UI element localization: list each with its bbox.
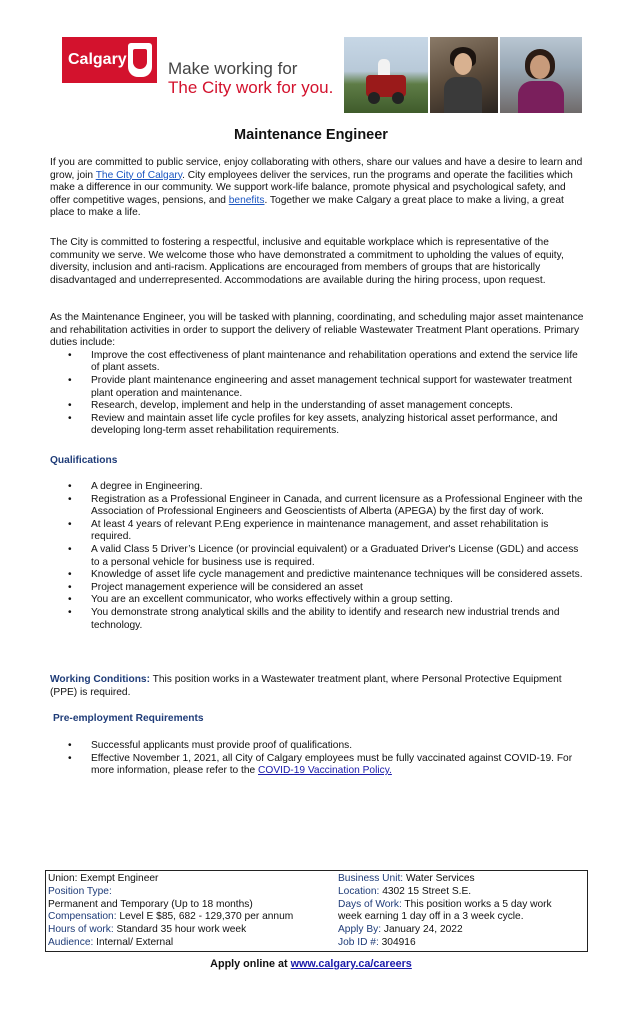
benefits-link[interactable]: benefits [228,194,265,206]
list-item: • Registration as a Professional Engineer in Canada, and current licensure as a Professional Engineer with the Association of Professional Engineers and Geoscientists of Alberta (APEGA) by the first day of work. [50,494,586,519]
crest-icon [128,43,152,77]
list-item: • Research, develop, implement and help in the understanding of asset management concepts. [50,400,586,413]
job-details-left [48,873,330,950]
transit-employee-photo [500,37,582,113]
days-of-work-continued: week earning 1 day off in a 3 week cycle. [338,911,524,923]
days-of-work-field: Days of Work: This position works a 5 day work [338,898,552,910]
position-type-value: Permanent and Temporary (Up to 18 months) [48,898,253,910]
pre-employment-heading: Pre-employment Requirements [53,713,204,724]
job-id-field: Job ID #: 304916 [338,936,416,948]
qualifications-section [50,481,586,632]
job-details-table [45,870,588,952]
page-title: Maintenance Engineer [234,127,388,143]
duties-list [50,350,586,438]
vaccination-policy-link[interactable]: COVID-19 Vaccination Policy. [258,765,392,777]
list-item: • Effective November 1, 2021, all City of Calgary employees must be fully vaccinated against COVID-19. For more information, please refer to the COVID-19 Vaccination Policy. [50,753,586,778]
logo-wordmark: Calgary [68,51,127,68]
compensation-field: Compensation: Level E $85, 682 - 129,370 per annum [48,911,294,923]
groundskeeper-photo [344,37,428,113]
working-conditions-label: Working Conditions: [50,674,150,685]
location-field: Location: 4302 15 Street S.E. [338,885,472,897]
list-item: • A degree in Engineering. [50,481,586,494]
pre-employment-list [50,740,586,778]
tagline-line-1: Make working for [168,59,298,78]
audience-field: Audience: Internal/ External [48,936,174,948]
pre-employment-section [50,740,586,778]
list-item: • Improve the cost effectiveness of plant maintenance and rehabilitation operations and extend the service life of plant assets. [50,350,586,375]
union-field: Union: Exempt Engineer [48,873,159,884]
list-item: • You demonstrate strong analytical skills and the ability to identify and research new industrial trends and technology. [50,607,586,632]
list-item: • Review and maintain asset life cycle profiles for key assets, analyzing historical asset performance, and developing long-term asset rehabilitation requirements. [50,413,586,438]
role-paragraph: As the Maintenance Engineer, you will be tasked with planning, coordinating, and scheduling major asset maintenance and rehabilitation activities in order to support the delivery of reliable Wastewater Treatment Plant operations. Primary duties include: [50,312,584,349]
qualifications-list [50,481,586,632]
role-section [50,312,586,438]
banner-tagline [168,59,333,97]
business-unit-field: Business Unit: Water Services [338,873,475,884]
list-item: • Project management experience will be considered an asset [50,582,586,595]
list-item: • You are an excellent communicator, who works effectively within a group setting. [50,594,586,607]
banner-photo-strip [344,37,582,113]
tagline-line-2: The City work for you. [168,78,334,97]
list-item: • A valid Class 5 Driver’s Licence (or provincial equivalent) or a Graduated Driver's License (GDL) and access to a personal vehicle for business use is required. [50,544,586,569]
diversity-paragraph: The City is committed to fostering a respectful, inclusive and equitable workplace which is representative of the community we serve. We welcome those who have demonstrated a commitment to upholding the values of equity, diversity, inclusion and anti-racism. Applications are encouraged from members of groups that are historically disadvantaged and underrepresented. Accommodations are available during the hiring process, upon request. [50,237,564,286]
job-details-right [338,873,584,950]
city-of-calgary-logo [62,37,157,83]
position-type-label: Position Type: [48,885,112,897]
working-conditions: Working Conditions: This position works in a Wastewater treatment plant, where Personal Protective Equipment (PPE) is required. [50,674,562,698]
qualifications-heading: Qualifications [50,455,118,466]
hours-field: Hours of work: Standard 35 hour work week [48,924,247,936]
apply-online-line: Apply online at www.calgary.ca/careers [210,958,412,970]
list-item: • Successful applicants must provide proof of qualifications. [50,740,586,753]
careers-link[interactable]: www.calgary.ca/careers [290,958,412,970]
recruitment-banner [62,37,582,113]
list-item: • Provide plant maintenance engineering and asset management technical support for wastewater treatment plant operation and maintenance. [50,375,586,400]
employee-photo [430,37,498,113]
list-item: • At least 4 years of relevant P.Eng experience in maintenance management, and asset rehabilitation is required. [50,519,586,544]
city-of-calgary-link[interactable]: The City of Calgary [95,169,183,181]
apply-by-field: Apply By: January 24, 2022 [338,924,463,936]
intro-paragraph: If you are committed to public service, enjoy collaborating with others, share our values and have a desire to learn and grow, join The City of Calgary. City employees deliver the services, run the programs and operate the facilities which make a difference in our community. We support work-life balance, promote physical and psychological safety, and offer competitive wages, pensions, and benefits. Together we make Calgary a great place to make a living, a great place to make a life. [50,157,583,219]
list-item: • Knowledge of asset life cycle management and predictive maintenance techniques will be considered assets. [50,569,586,582]
